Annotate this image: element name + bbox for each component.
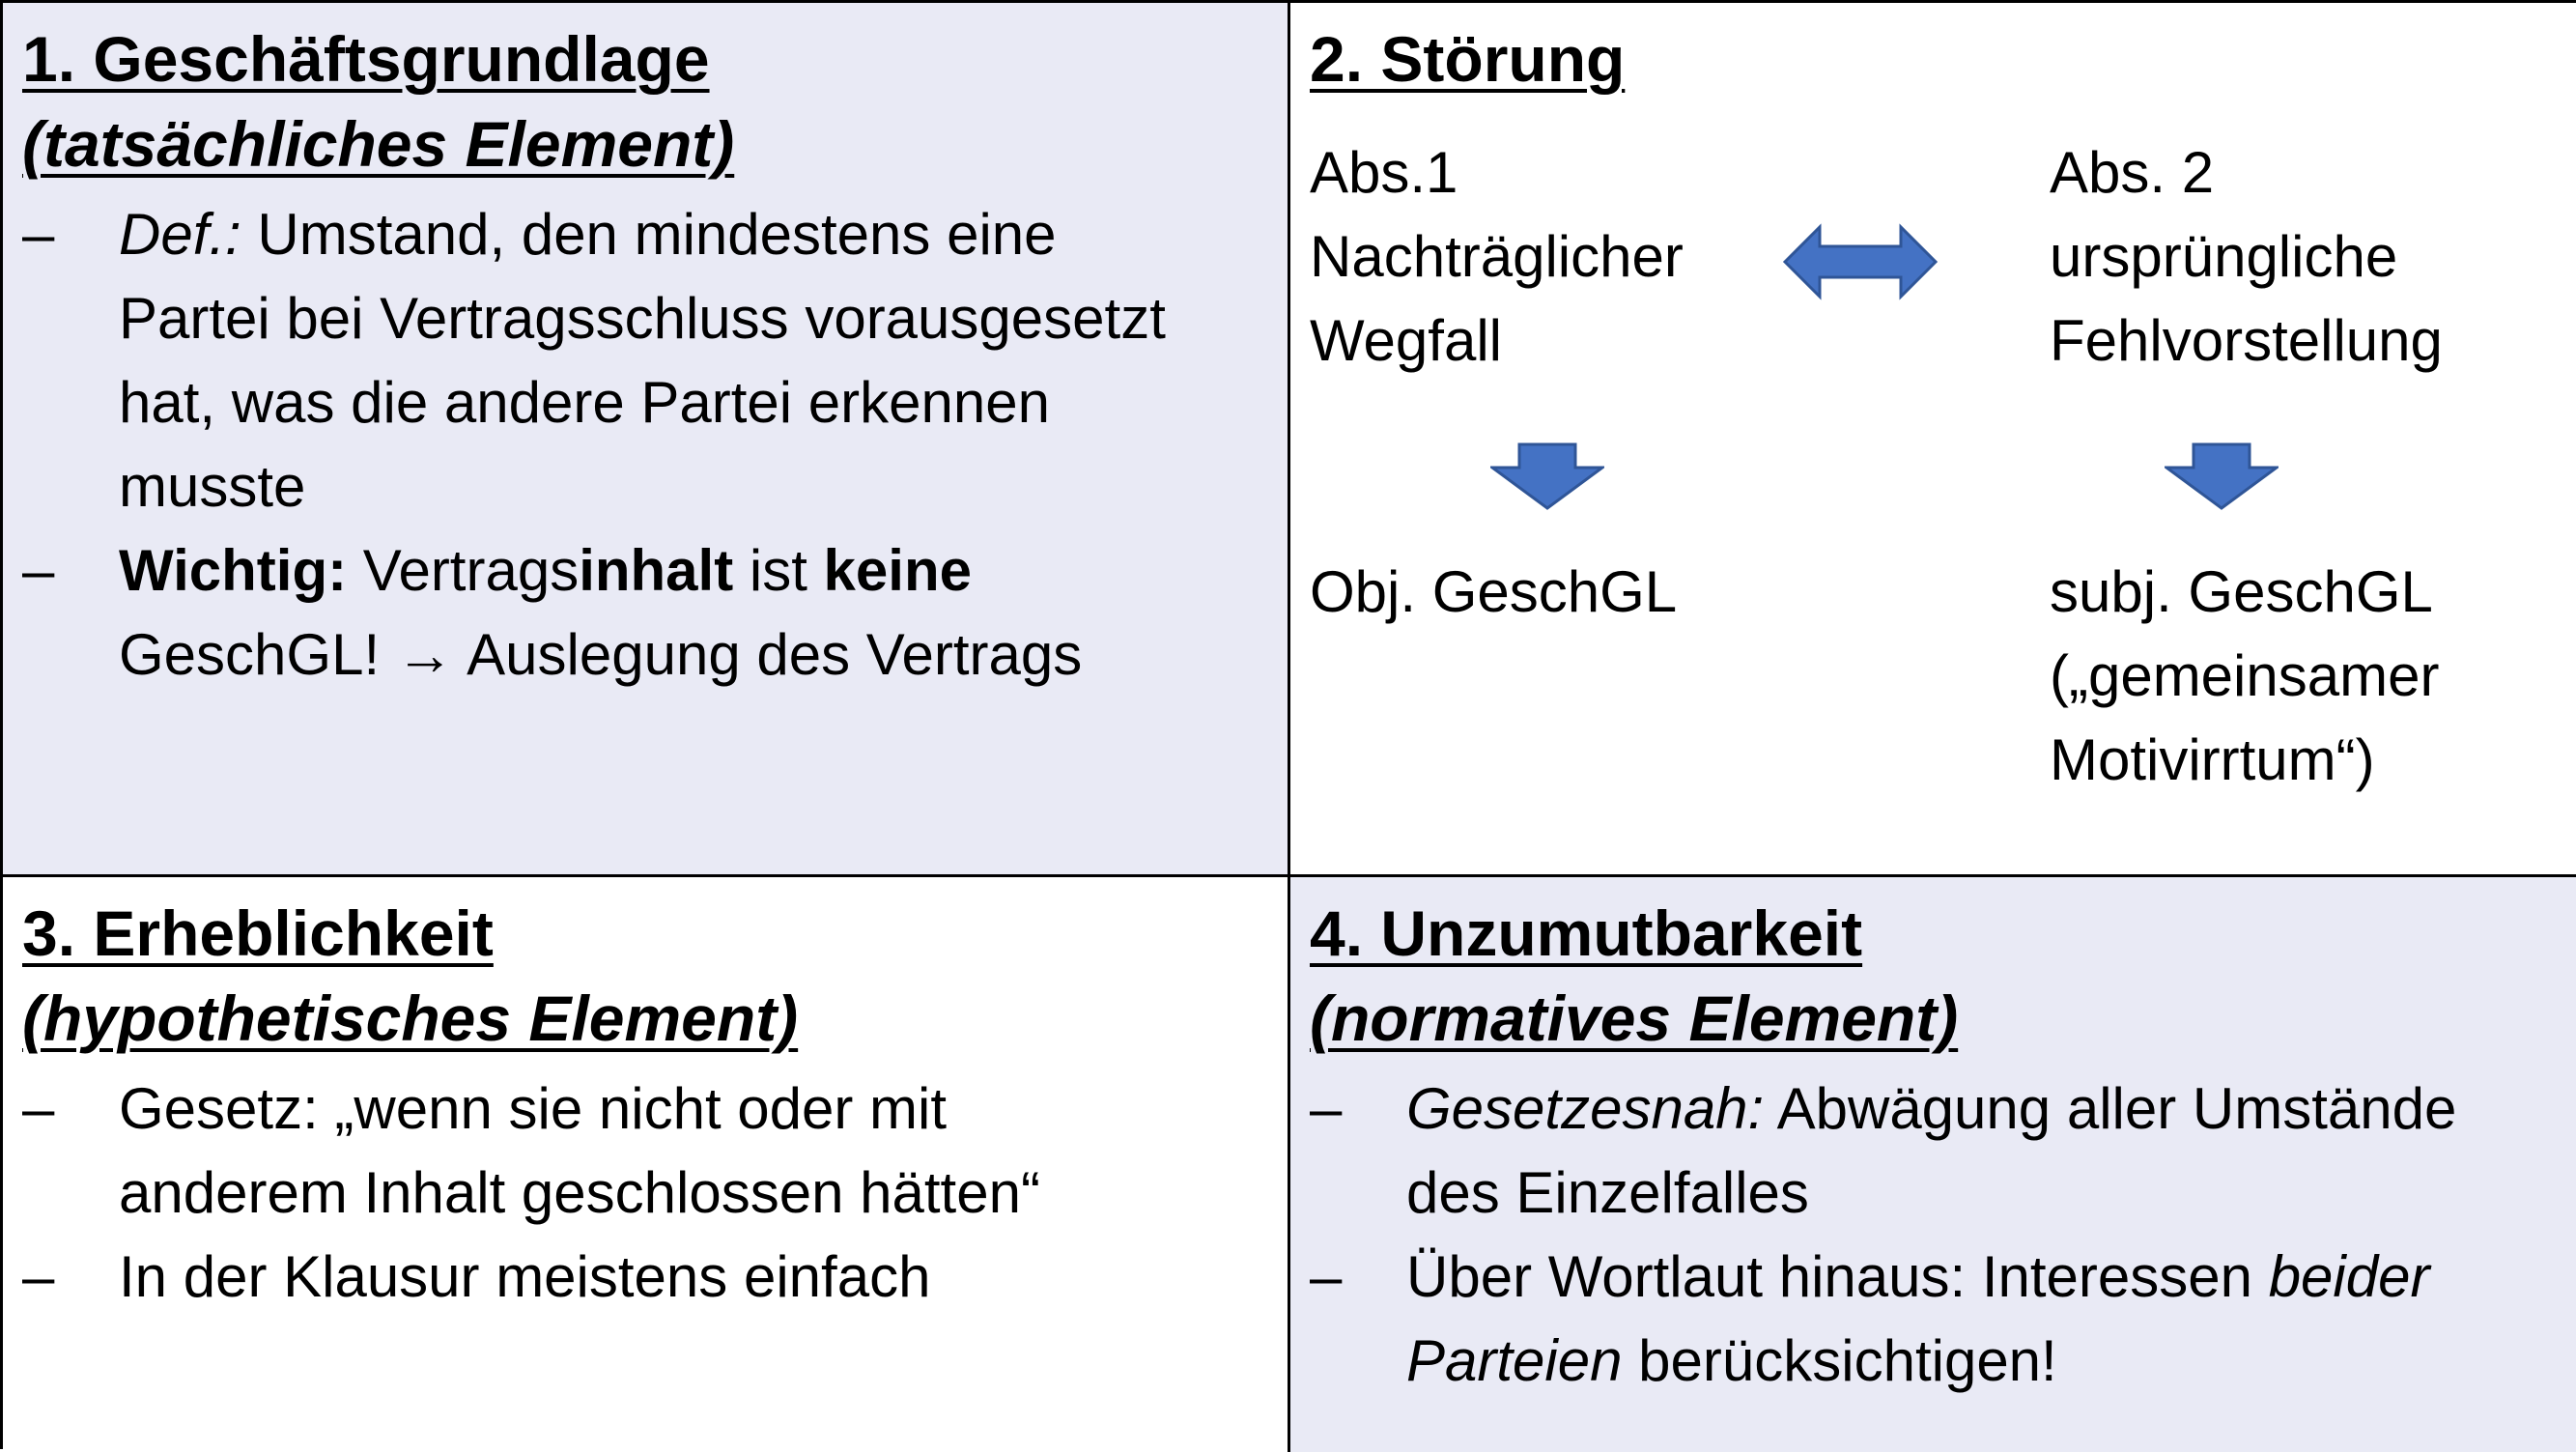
vertrags-text: Vertrags <box>362 538 580 603</box>
cell3-list <box>22 1067 1040 1319</box>
gesetz-text: Gesetz: „wenn sie nicht oder mit <box>119 1076 948 1141</box>
cell1-subtitle: (tatsächliches Element) <box>22 108 735 180</box>
subj-geschgl: subj. GeschGL <box>2050 559 2433 624</box>
abs2-text: ursprüngliche <box>2050 224 2398 289</box>
def-text: hat, was die andere Partei erkennen <box>119 370 1050 435</box>
parteien-text: Parteien <box>1406 1328 1623 1393</box>
list-item <box>22 192 1166 528</box>
subj-geschgl-block <box>2050 550 2439 802</box>
abs2-text: Fehlvorstellung <box>2050 308 2443 373</box>
cell4-list <box>1310 1067 2456 1403</box>
bullet-dash: – <box>22 1244 55 1309</box>
abs1-text: Nachträglicher <box>1310 224 1684 289</box>
down-arrow-icon <box>1490 442 1604 510</box>
gesetzesnah-label: Gesetzesnah: <box>1406 1076 1765 1141</box>
auslegung-text: Auslegung des Vertrags <box>467 622 1083 687</box>
cell2-title: 2. Störung <box>1310 23 1626 95</box>
cell3-title: 3. Erheblichkeit <box>22 897 494 969</box>
cell1-title: 1. Geschäftsgrundlage <box>22 23 710 95</box>
cell4-title: 4. Unzumutbarkeit <box>1310 897 1863 969</box>
wichtig-label: Wichtig: <box>119 538 348 603</box>
down-arrow-icon <box>2165 442 2279 510</box>
abs1-text: Wegfall <box>1310 308 1502 373</box>
inhalt-text: inhalt <box>579 538 734 603</box>
cell1-list <box>22 192 1166 697</box>
ist-text: ist <box>749 538 807 603</box>
abwaegung-text: des Einzelfalles <box>1406 1160 1809 1225</box>
abs1-block <box>1310 130 1684 383</box>
abs2-label: Abs. 2 <box>2050 140 2215 205</box>
subj-geschgl-note: Motivirrtum“) <box>2050 727 2375 792</box>
double-arrow-icon <box>1783 223 1938 300</box>
bullet-dash: – <box>1310 1244 1343 1309</box>
abs2-block <box>2050 130 2443 383</box>
list-item <box>22 1067 1040 1235</box>
def-text: Partei bei Vertragsschluss vorausgesetzt <box>119 286 1166 351</box>
cell-erheblichkeit <box>3 877 1290 1452</box>
def-label: Def.: <box>119 202 241 267</box>
abs1-label: Abs.1 <box>1310 140 1458 205</box>
right-arrow-icon: → <box>395 622 454 687</box>
bullet-dash: – <box>22 1076 55 1141</box>
cell-geschaeftsgrundlage <box>3 3 1290 877</box>
list-item <box>1310 1235 2456 1403</box>
list-item <box>22 528 1166 697</box>
list-item <box>1310 1067 2456 1235</box>
def-text: musste <box>119 454 306 519</box>
bullet-dash: – <box>22 202 55 267</box>
bullet-dash: – <box>1310 1076 1343 1141</box>
gesetz-text: anderem Inhalt geschlossen hätten“ <box>119 1160 1040 1225</box>
obj-geschgl: Obj. GeschGL <box>1310 559 1678 624</box>
cell-stoerung <box>1290 3 2576 877</box>
keine-text: keine <box>823 538 972 603</box>
beider-text: beider <box>2268 1244 2430 1309</box>
cell4-subtitle: (normatives Element) <box>1310 982 1959 1054</box>
abwaegung-text: Abwägung aller Umstände <box>1776 1076 2457 1141</box>
def-text: Umstand, den mindestens eine <box>257 202 1057 267</box>
wortlaut-text: Über Wortlaut hinaus: Interessen <box>1406 1244 2253 1309</box>
subj-geschgl-note: („gemeinsamer <box>2050 643 2440 708</box>
bullet-dash: – <box>22 538 55 603</box>
klausur-text: In der Klausur meistens einfach <box>119 1244 931 1309</box>
cell3-subtitle: (hypothetisches Element) <box>22 982 799 1054</box>
beruecksichtigen-text: berücksichtigen! <box>1638 1328 2057 1393</box>
cell-unzumutbarkeit <box>1290 877 2576 1452</box>
geschgl-text: GeschGL! <box>119 622 381 687</box>
list-item <box>22 1235 1040 1319</box>
